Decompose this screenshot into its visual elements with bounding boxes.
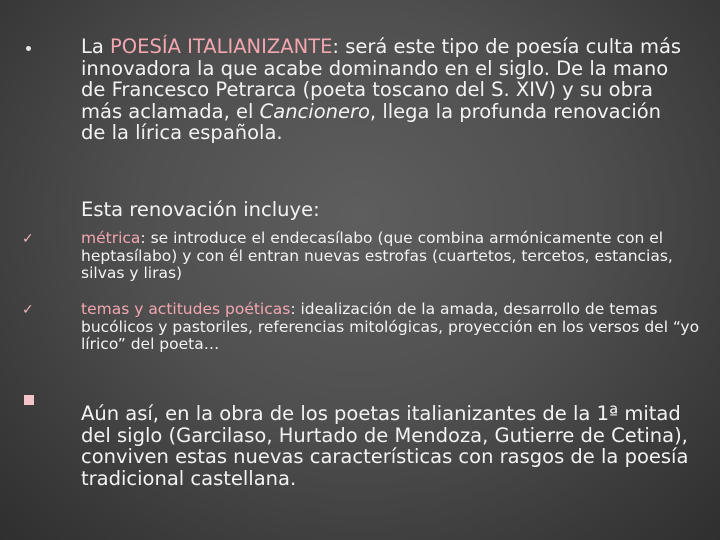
term-temas: temas y actitudes poéticas <box>81 300 291 318</box>
paragraph-poesia-italianizante <box>81 36 691 144</box>
square-bullet-icon <box>24 395 34 405</box>
p1-prefix: La <box>81 35 111 58</box>
item-temas <box>81 301 701 354</box>
p1-text-end: , llega la profunda renovación de la lírica española. <box>81 99 662 144</box>
bullet-dot <box>26 46 31 51</box>
item-metrica <box>81 230 701 283</box>
paragraph-aun-asi: Aún así, en la obra de los poetas italianizantes de la 1ª mitad del siglo (Garcilaso, Hurtado de Mendoza, Gutierre de Cetina), conviven estas nuevas características con rasgos de la poesía tradicional castellana. <box>81 402 689 490</box>
intro-renovacion: Esta renovación incluye: <box>81 198 320 221</box>
item-metrica-text: : se introduce el endecasílabo (que combina armónicamente con el heptasílabo) y con él entran nuevas estrofas (cuartetos, tercetos, estancias, silvas y liras) <box>81 229 673 282</box>
checkmark-icon: ✓ <box>22 231 34 247</box>
item-temas-text: : idealización de la amada, desarrollo de temas bucólicos y pastoriles, referencias mitológicas, proyección en los versos del “yo lírico” del poeta… <box>81 300 700 353</box>
term-metrica: métrica <box>81 229 141 247</box>
highlight-poesia-italianizante: POESÍA ITALIANIZANTE <box>110 35 333 58</box>
p1-text: : será este tipo de poesía culta más innovadora la que acabe dominando en el siglo. De la mano de Francesco Petrarca (poeta toscano del S. XIV) y su obra más aclamada, el <box>81 35 682 123</box>
italic-cancionero: Cancionero <box>259 99 370 123</box>
checkmark-icon: ✓ <box>22 302 34 318</box>
